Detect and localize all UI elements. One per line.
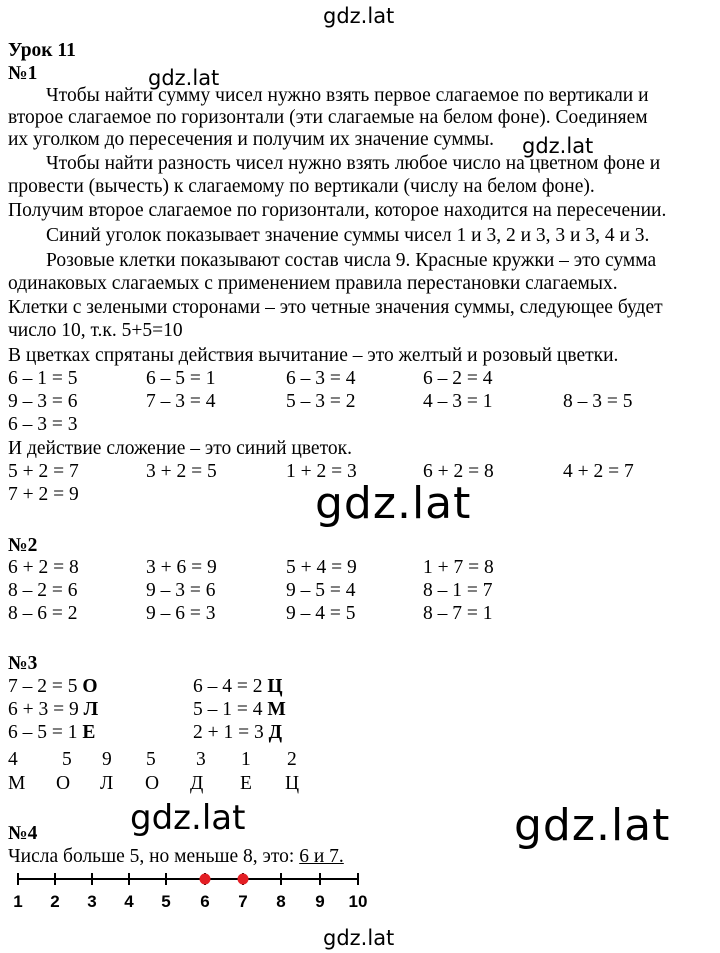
- task2-expr: 8 – 6 = 2: [8, 603, 78, 624]
- number-line-marker: [200, 874, 211, 885]
- sub-expr: 6 – 1 = 5: [8, 368, 78, 389]
- code-number: 5: [146, 749, 156, 770]
- code-letter: Л: [100, 773, 114, 794]
- task1-para1-line1: Чтобы найти сумму чисел нужно взять первое слагаемое по вертикали и: [46, 85, 649, 106]
- task2-heading: №2: [8, 535, 38, 556]
- task3-letter: Д: [268, 722, 283, 743]
- number-line-label: 3: [87, 892, 97, 911]
- code-letter: М: [8, 773, 26, 794]
- task3-letter: Ц: [267, 676, 283, 697]
- watermark-big-right: gdz.lat: [514, 800, 671, 851]
- task3-letter: Е: [82, 722, 96, 743]
- task2-expr: 9 – 3 = 6: [146, 580, 216, 601]
- lesson-title: Урок 11: [8, 40, 76, 61]
- code-letter: О: [145, 773, 160, 794]
- task2-expr: 9 – 5 = 4: [286, 580, 356, 601]
- task2-expr: 8 – 7 = 1: [423, 603, 493, 624]
- task2-expr: 8 – 1 = 7: [423, 580, 493, 601]
- task1-para2-line1: Чтобы найти разность чисел нужно взять любое число на цветном фоне и: [46, 153, 661, 174]
- add-expr: 7 + 2 = 9: [8, 484, 79, 505]
- sub-expr: 8 – 3 = 5: [563, 391, 633, 412]
- add-expr: 6 + 2 = 8: [423, 461, 494, 482]
- task1-para5-line1: Клетки с зелеными сторонами – это четные значения суммы, следующее будет: [8, 297, 663, 318]
- task1-heading: №1: [8, 63, 38, 84]
- code-number: 5: [62, 749, 72, 770]
- task4-text: [8, 846, 344, 868]
- task2-expr: 9 – 6 = 3: [146, 603, 216, 624]
- task3-letter: Л: [83, 699, 99, 720]
- task4-heading: №4: [8, 823, 38, 844]
- number-line-label: 5: [161, 892, 171, 911]
- code-number: 1: [241, 749, 251, 770]
- code-letter: Д: [190, 773, 204, 794]
- sub-expr: 6 – 5 = 1: [146, 368, 216, 389]
- task3-row-right: [193, 676, 283, 698]
- number-line-label: 6: [200, 892, 210, 911]
- number-line-label: 4: [124, 892, 134, 911]
- task3-row-right: [193, 722, 282, 744]
- add-expr: 4 + 2 = 7: [563, 461, 634, 482]
- task3-row-left: [8, 699, 98, 721]
- watermark-top: gdz.lat: [323, 4, 395, 28]
- number-line-label: 10: [348, 892, 368, 911]
- task3-expr: 2 + 1 = 3: [193, 722, 264, 743]
- task3-expr: 6 – 4 = 2: [193, 676, 263, 697]
- task1-para6: В цветках спрятаны действия вычитание – это желтый и розовый цветки.: [8, 345, 619, 366]
- number-line-label: 1: [13, 892, 23, 911]
- task3-letter: М: [267, 699, 286, 720]
- task3-row-left: [8, 722, 95, 744]
- sub-expr: 5 – 3 = 2: [286, 391, 356, 412]
- task1-para1-line2: второе слагаемое по горизонтали (эти слагаемые на белом фоне). Соединяем: [8, 107, 648, 128]
- code-number: 4: [8, 749, 18, 770]
- task3-heading: №3: [8, 653, 38, 674]
- task1-para2-line2: провести (вычесть) к слагаемому по вертикали (числу на белом фоне).: [8, 176, 595, 197]
- number-line-marker: [238, 874, 249, 885]
- task2-expr: 5 + 4 = 9: [286, 557, 357, 578]
- watermark-mid-left: gdz.lat: [130, 798, 246, 838]
- number-line-label: 2: [50, 892, 60, 911]
- code-number: 2: [287, 749, 297, 770]
- task2-expr: 8 – 2 = 6: [8, 580, 78, 601]
- task3-row-right: [193, 699, 286, 721]
- task4-answer: 6 и 7.: [299, 846, 344, 867]
- task1-para2-line3: Получим второе слагаемое по горизонтали, которое находится на пересечении.: [8, 200, 667, 221]
- task3-expr: 6 + 3 = 9: [8, 699, 79, 720]
- task1-para3: Синий уголок показывает значение суммы чисел 1 и 3, 2 и 3, 3 и 3, 4 и 3.: [46, 225, 650, 246]
- sub-expr: 6 – 3 = 3: [8, 414, 78, 435]
- task3-expr: 5 – 1 = 4: [193, 699, 263, 720]
- task1-para4-line2: одинаковых слагаемых с применением правила перестановки слагаемых.: [8, 273, 618, 294]
- task2-expr: 6 + 2 = 8: [8, 557, 79, 578]
- watermark-bottom: gdz.lat: [323, 926, 395, 950]
- code-number: 9: [102, 749, 112, 770]
- number-line: [0, 866, 400, 914]
- watermark-1: gdz.lat: [148, 66, 220, 90]
- sub-expr: 4 – 3 = 1: [423, 391, 493, 412]
- task2-expr: 9 – 4 = 5: [286, 603, 356, 624]
- code-letter: О: [56, 773, 71, 794]
- add-expr: 1 + 2 = 3: [286, 461, 357, 482]
- task2-expr: 3 + 6 = 9: [146, 557, 217, 578]
- task3-letter: О: [82, 676, 98, 697]
- task2-expr: 1 + 7 = 8: [423, 557, 494, 578]
- task3-expr: 7 – 2 = 5: [8, 676, 78, 697]
- code-letter: Ц: [285, 773, 300, 794]
- task3-row-left: [8, 676, 98, 698]
- code-letter: Е: [240, 773, 252, 794]
- number-line-label: 9: [315, 892, 325, 911]
- number-line-label: 8: [276, 892, 286, 911]
- task1-para4-line1: Розовые клетки показывают состав числа 9. Красные кружки – это сумма: [46, 250, 657, 271]
- code-number: 3: [196, 749, 206, 770]
- task1-para5-line2: число 10, т.к. 5+5=10: [8, 320, 183, 341]
- task1-para7: И действие сложение – это синий цветок.: [8, 438, 352, 459]
- add-expr: 5 + 2 = 7: [8, 461, 79, 482]
- watermark-2: gdz.lat: [522, 134, 594, 158]
- sub-expr: 7 – 3 = 4: [146, 391, 216, 412]
- sub-expr: 9 – 3 = 6: [8, 391, 78, 412]
- watermark-big-center: gdz.lat: [315, 478, 472, 529]
- task1-para1-line3: их уголком до пересечения и получим их значение суммы.: [8, 129, 495, 150]
- task4-question: Числа больше 5, но меньше 8, это:: [8, 846, 295, 867]
- task3-expr: 6 – 5 = 1: [8, 722, 78, 743]
- number-line-label: 7: [238, 892, 248, 911]
- add-expr: 3 + 2 = 5: [146, 461, 217, 482]
- sub-expr: 6 – 3 = 4: [286, 368, 356, 389]
- sub-expr: 6 – 2 = 4: [423, 368, 493, 389]
